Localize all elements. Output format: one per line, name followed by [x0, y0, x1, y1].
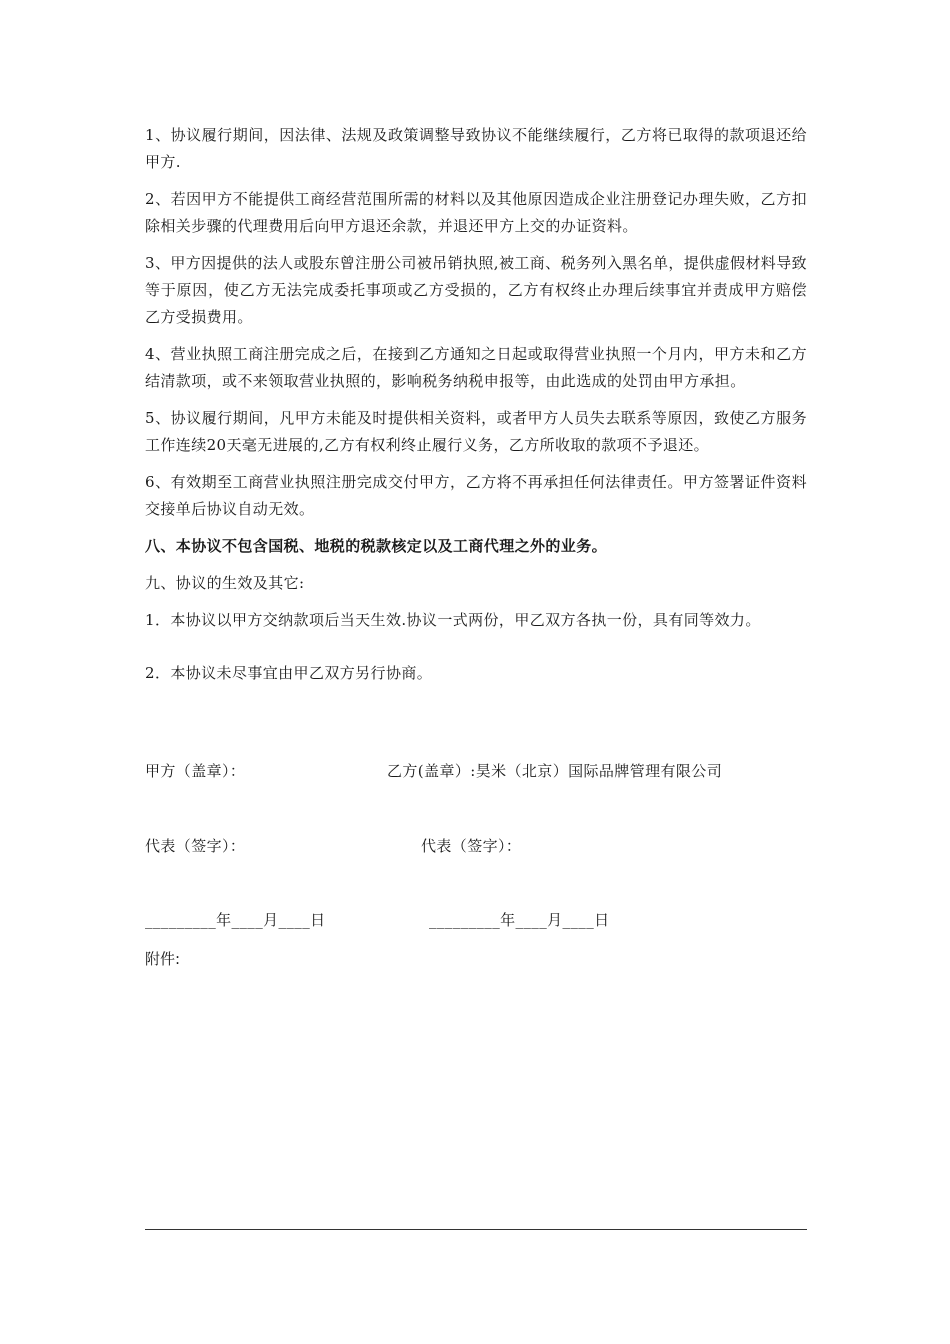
clause-5: 5、协议履行期间，凡甲方未能及时提供相关资料，或者甲方人员失去联系等原因，致使乙方服务工作连续20天毫无进展的,乙方有权利终止履行义务，乙方所收取的款项不予退还。 — [145, 409, 807, 454]
attachment-label: 附件: — [145, 950, 181, 968]
party-a-date: _________年____月____日 — [145, 911, 326, 929]
clause-1: 1、协议履行期间，因法律、法规及政策调整导致协议不能继续履行，乙方将已取得的款项退还给甲方. — [145, 126, 807, 171]
clause-6: 6、有效期至工商营业执照注册完成交付甲方，乙方将不再承担任何法律责任。甲方签署证件资料交接单后协议自动无效。 — [145, 473, 807, 518]
section-9-item-1: 1．本协议以甲方交纳款项后当天生效.协议一式两份，甲乙双方各执一份，具有同等效力。 — [145, 611, 761, 629]
party-b-representative: 代表（签字）： — [421, 837, 522, 855]
footer-divider — [145, 1229, 807, 1230]
party-a-representative: 代表（签字）： — [145, 837, 246, 855]
party-a-seal: 甲方（盖章）： — [145, 762, 246, 780]
contract-body — [145, 122, 807, 697]
section-8: 八、本协议不包含国税、地税的税款核定以及工商代理之外的业务。 — [145, 537, 608, 555]
section-9-item-2: 2．本协议未尽事宜由甲乙双方另行协商。 — [145, 664, 433, 682]
party-b-seal: 乙方(盖章）:昊米（北京）国际品牌管理有限公司 — [387, 762, 723, 780]
clause-2: 2、若因甲方不能提供工商经营范围所需的材料以及其他原因造成企业注册登记办理失败，乙方扣除相关步骤的代理费用后向甲方退还余款，并退还甲方上交的办证资料。 — [145, 190, 807, 235]
clause-4: 4、营业执照工商注册完成之后，在接到乙方通知之日起或取得营业执照一个月内，甲方未和乙方结清款项，或不来领取营业执照的，影响税务纳税申报等，由此选成的处罚由甲方承担。 — [145, 345, 807, 390]
clause-3: 3、甲方因提供的法人或股东曾注册公司被吊销执照,被工商、税务列入黑名单，提供虚假材料导致等于原因，使乙方无法完成委托事项或乙方受损的，乙方有权终止办理后续事宜并责成甲方赔偿乙方受损费用。 — [145, 254, 807, 326]
party-b-date: _________年____月____日 — [429, 911, 610, 929]
section-9-heading: 九、协议的生效及其它: — [145, 574, 305, 592]
